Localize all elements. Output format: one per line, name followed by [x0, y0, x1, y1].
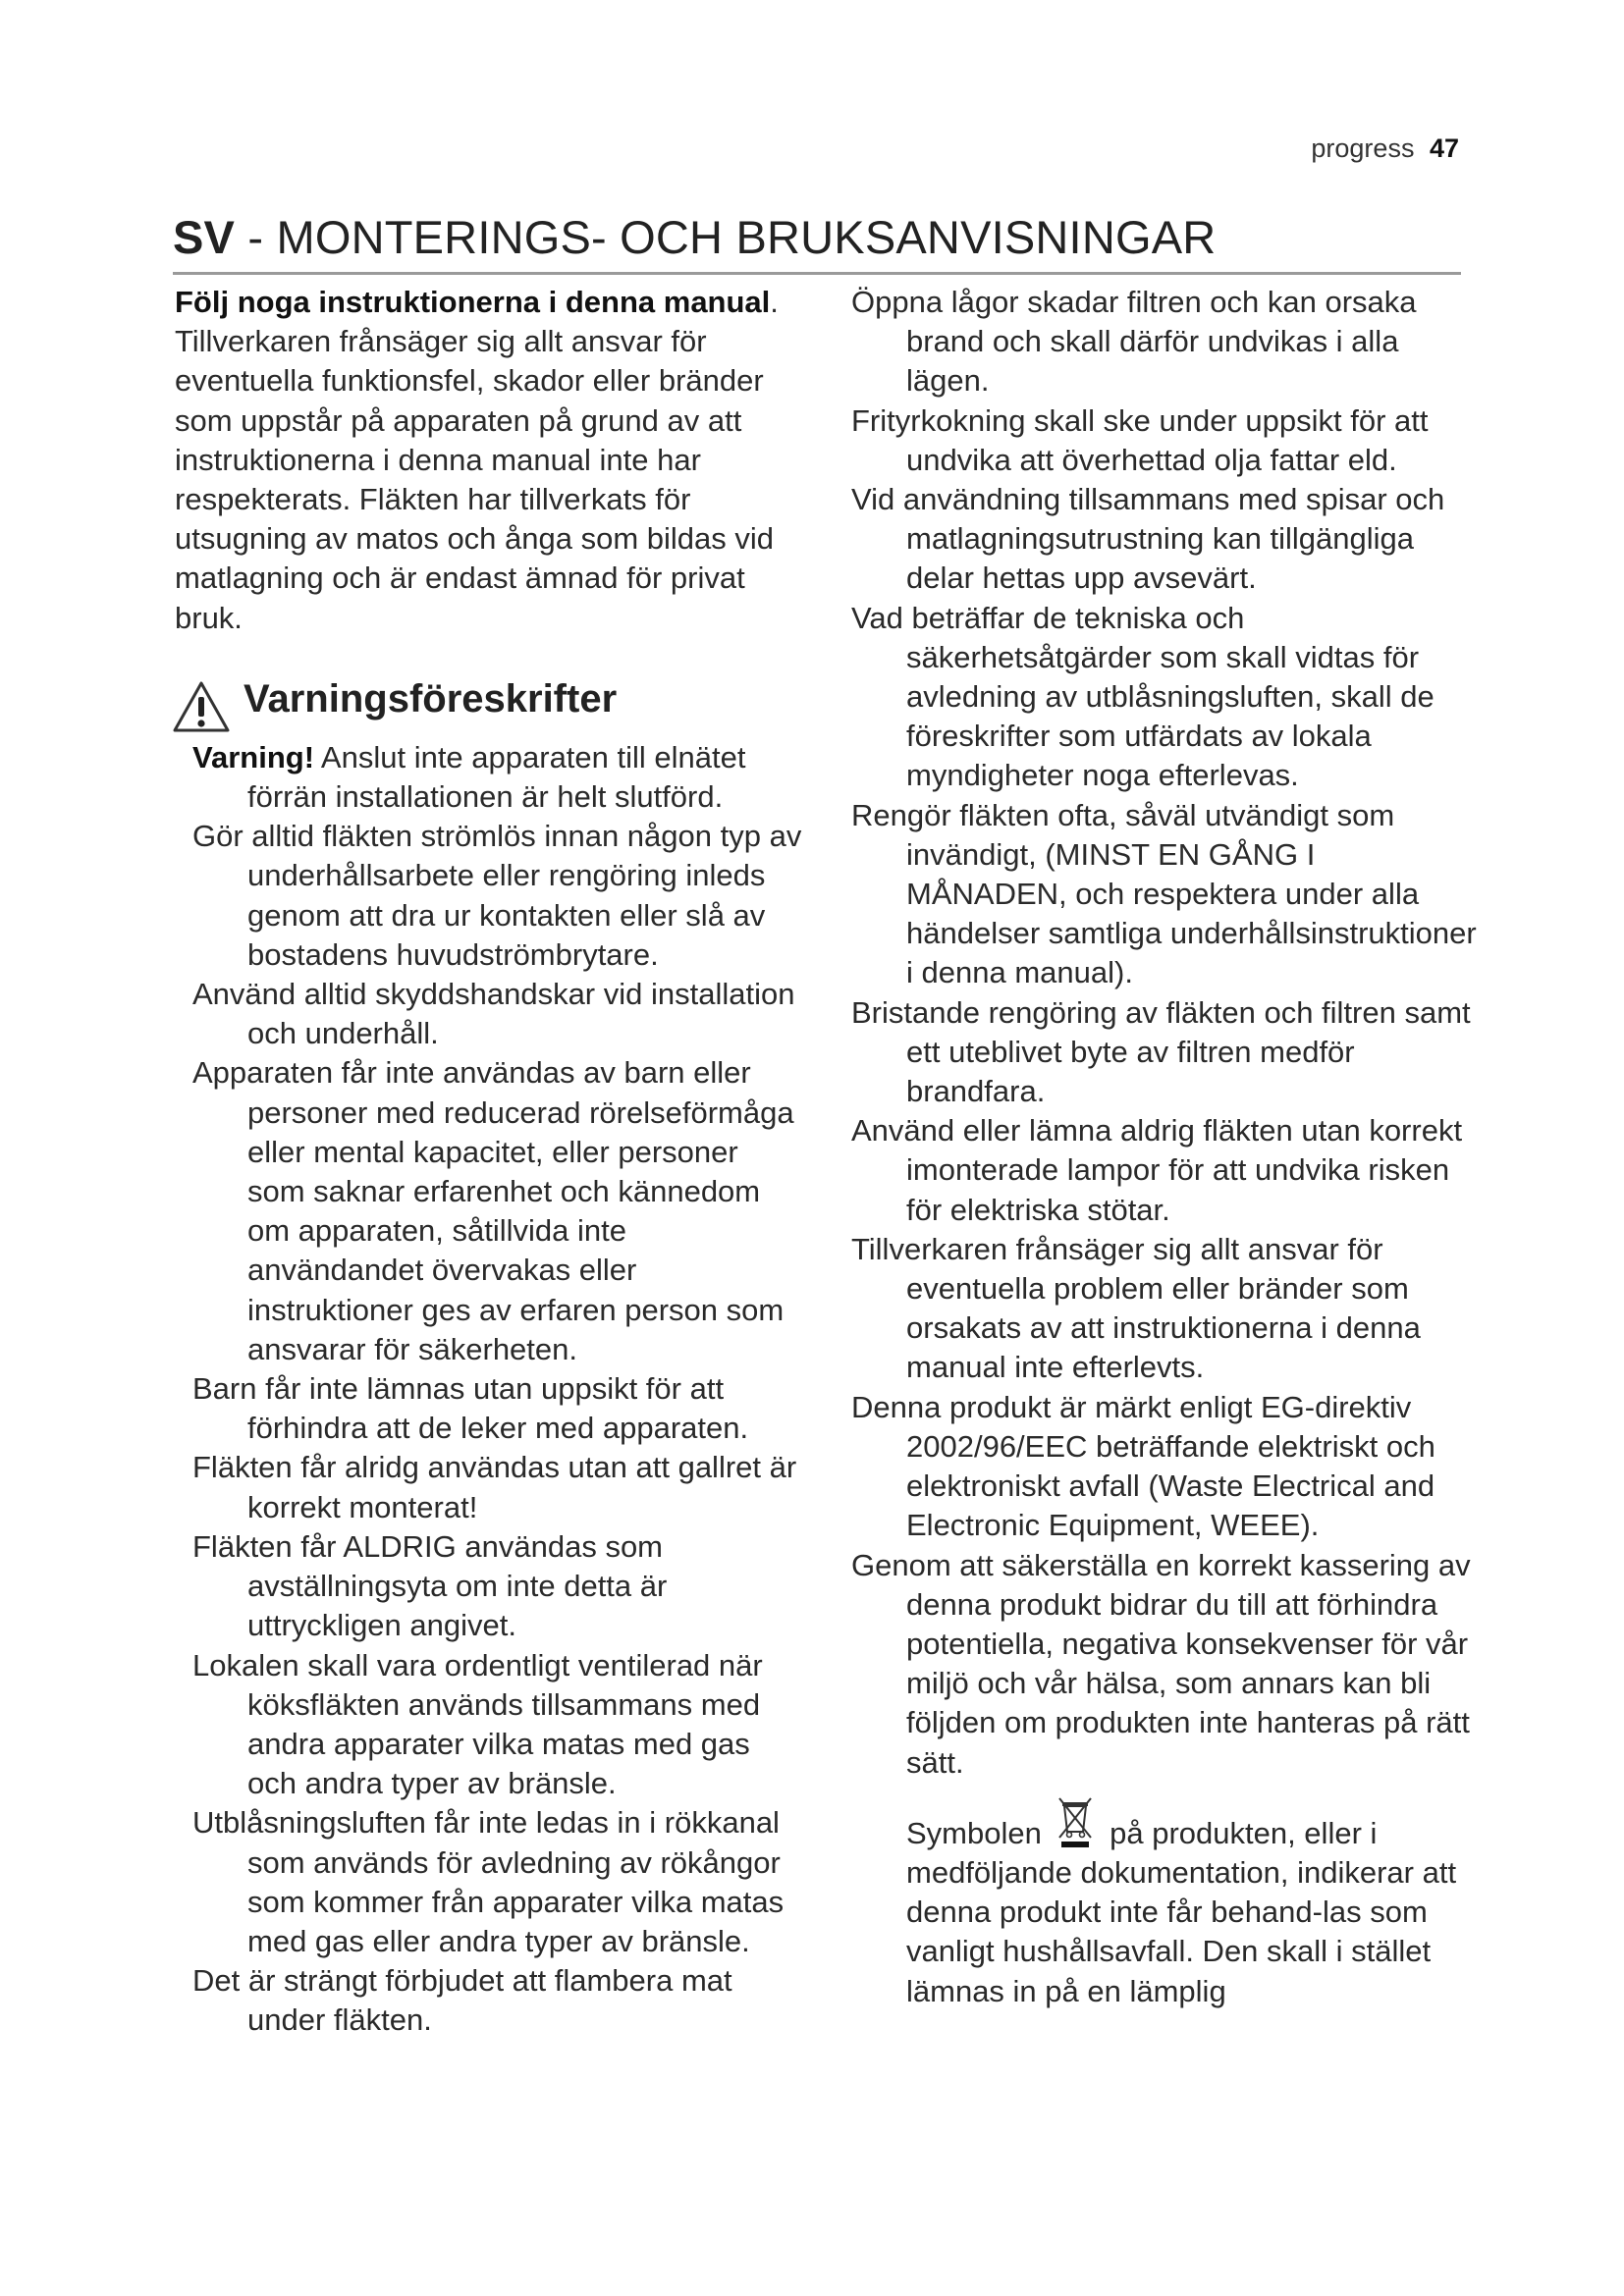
- instructions-list: [851, 283, 1480, 1783]
- warning-triangle-icon: [171, 679, 232, 736]
- list-item: Använd alltid skyddshandskar vid installation och underhåll.: [192, 977, 795, 1051]
- title-text: - MONTERINGS- OCH BRUKSANVISNINGAR: [235, 211, 1217, 263]
- list-item: Denna produkt är märkt enligt EG-direktiv 2002/96/EEC beträffande elektriskt och elektroniskt avfall (Waste Electrical and Electronic Equipment, WEEE).: [851, 1389, 1435, 1543]
- list-item: Vid användning tillsammans med spisar och matlagningsutrustning kan tillgängliga delar hettas upp avsevärt.: [851, 482, 1445, 596]
- list-item: Frityrkokning skall ske under uppsikt för att undvika att överhettad olja fattar eld.: [851, 402, 1429, 477]
- warning-text: Anslut inte apparaten till elnätet förrän installationen är helt slutförd.: [247, 739, 746, 815]
- list-item: Gör alltid fläkten strömlös innan någon typ av underhållsarbete eller rengöring inleds genom att dra ur kontakten eller slå av bostadens huvudströmbrytare.: [192, 819, 802, 972]
- list-item: Utblåsningsluften får inte ledas in i rökkanal som används för avledning av rökångor som kommer från apparater vilka matas med gas eller andra typer av bränsle.: [192, 1805, 785, 1958]
- list-item: Det är strängt förbjudet att flambera mat under fläkten.: [192, 1963, 732, 2038]
- list-item: Fläkten får ALDRIG användas som avställningsyta om inte detta är uttryckligen angivet.: [192, 1528, 668, 1643]
- list-item: Tillverkaren frånsäger sig allt ansvar för eventuella problem eller bränder som orsakats av att instruktionerna i denna manual inte efterlevts.: [851, 1231, 1421, 1385]
- language-code: SV: [173, 211, 236, 263]
- list-item: Vad beträffar de tekniska och säkerhetsåtgärder som skall vidtas för avledning av utblåsningsluften, skall de föreskrifter som utfärdats av lokala myndigheter noga efterlevas.: [851, 600, 1435, 793]
- page-header: [1311, 133, 1459, 164]
- symbol-text-after: på produkten, eller i medföljande dokumentation, indikerar att denna produkt inte får behand-las som vanligt hushållsavfall. Den skall i stället lämnas in på en lämplig: [906, 1815, 1457, 2008]
- brand-name: progress: [1311, 133, 1415, 163]
- symbol-text-before: Symbolen: [906, 1815, 1042, 1850]
- left-column: [175, 283, 803, 2041]
- right-column: [851, 283, 1480, 2042]
- list-item: Lokalen skall vara ordentligt ventilerad när köksfläkten används tillsammans med andra apparater vilka matas med gas och andra typer av bränsle.: [192, 1647, 763, 1801]
- warnings-heading-text: Varningsföreskrifter: [244, 676, 618, 721]
- list-item: Genom att säkerställa en korrekt kassering av denna produkt bidrar du till att förhindra potentiella, negativa konsekvenser för vår miljö och vår hälsa, som annars kan bli följden om produkten inte hanteras på rätt sätt.: [851, 1547, 1471, 1780]
- list-item: Fläkten får alridg användas utan att gallret är korrekt monterat!: [192, 1450, 797, 1524]
- list-item: Öppna lågor skadar filtren och kan orsaka brand och skall därför undvikas i alla lägen.: [851, 285, 1417, 399]
- intro-text: . Tillverkaren frånsäger sig allt ansvar för eventuella funktionsfel, skador eller bränder som uppstår på apparaten på grund av att instruktionerna i denna manual inte har respekterats. Fläkten har tillverkats för utsugning av matos och ånga som bildas vid matlagning och är endast ämnad för privat bruk.: [175, 285, 779, 635]
- list-item: Apparaten får inte användas av barn eller personer med reducerad rörelseförmåga eller mental kapacitet, eller personer som saknar erfarenhet och kännedom om apparaten, såtillvida inte användandet övervakas eller instruktioner ges av erfaren person som ansvarar för säkerheten.: [192, 1055, 794, 1366]
- intro-paragraph: [175, 283, 803, 638]
- symbol-paragraph: [851, 1796, 1480, 2011]
- page-title: [173, 210, 1461, 275]
- list-item: [192, 738, 803, 817]
- warning-label: Varning!: [192, 739, 315, 774]
- warnings-list: [175, 738, 803, 2041]
- list-item: Barn får inte lämnas utan uppsikt för att förhindra att de leker med apparaten.: [192, 1371, 749, 1446]
- intro-bold: Följ noga instruktionerna i denna manual: [175, 285, 771, 319]
- page-number: 47: [1429, 133, 1459, 163]
- crossed-out-wheelie-bin-icon: [1056, 1796, 1095, 1849]
- list-item: Rengör fläkten ofta, såväl utvändigt som invändigt, (MINST EN GÅNG I MÅNADEN, och respektera under alla händelser samtliga underhållsinstruktioner i denna manual).: [851, 797, 1477, 990]
- warnings-heading: [175, 676, 803, 728]
- list-item: Använd eller lämna aldrig fläkten utan korrekt imonterade lampor för att undvika risken för elektriska stötar.: [851, 1113, 1463, 1227]
- list-item: Bristande rengöring av fläkten och filtren samt ett uteblivet byte av filtren medför brandfara.: [851, 994, 1471, 1109]
